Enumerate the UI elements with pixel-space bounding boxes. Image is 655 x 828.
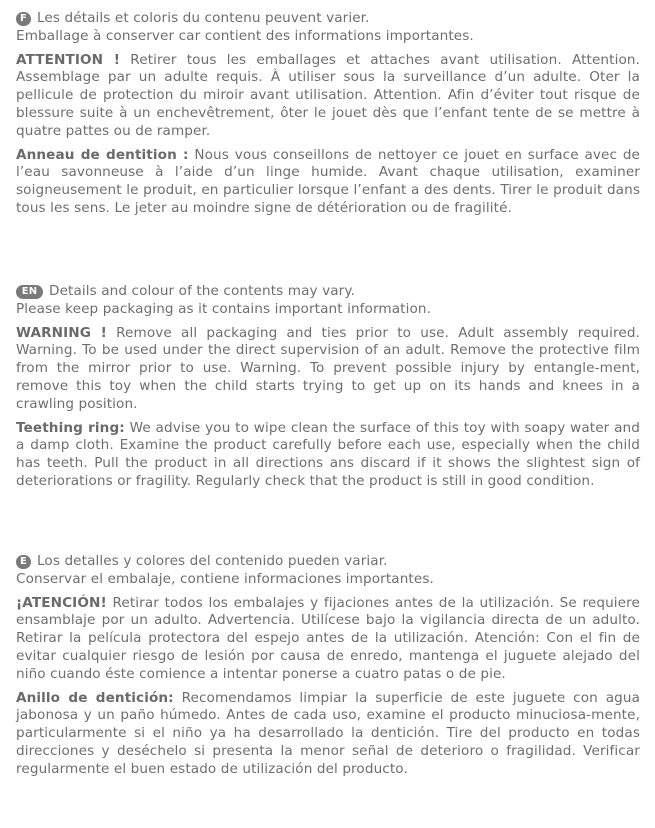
- french-teething-label: Anneau de dentition :: [16, 146, 189, 163]
- spanish-teething-label: Anillo de dentición:: [16, 689, 174, 706]
- english-intro-line1: Details and colour of the contents may vary.: [49, 283, 355, 299]
- spanish-warning-text: Retirar todos los embalajes y fijaciones antes de la utilización. Se requiere ensamblaje por un adulto. Advertencia. Utilícese bajo la vigilancia directa de un adulto. Retirar la película protectora del espejo antes de la utilización. Atención: Con el fin de evitar cualquier riesgo de lesión por causa de enredo, mantenga el juguete alejado del niño cuando éste comience a intentar ponerse a cuatro patas o de pie.: [16, 594, 640, 682]
- french-teething: [16, 147, 640, 218]
- language-badge-en: EN: [16, 285, 43, 299]
- french-intro-line2: Emballage à conserver car contient des informations importantes.: [16, 27, 474, 44]
- spanish-warning-label: ¡ATENCIÓN!: [16, 594, 107, 611]
- french-intro: [16, 10, 640, 46]
- spanish-intro-line2: Conservar el embalaje, contiene informaciones importantes.: [16, 570, 434, 587]
- language-badge-fr: F: [16, 12, 31, 26]
- english-teething: [16, 420, 640, 491]
- spanish-intro: [16, 553, 640, 589]
- spanish-warning: [16, 595, 640, 684]
- english-section: [16, 283, 640, 491]
- spanish-section: [16, 553, 640, 779]
- french-warning-label: ATTENTION !: [16, 51, 121, 68]
- english-warning-label: WARNING !: [16, 324, 107, 341]
- language-badge-es: E: [16, 555, 31, 569]
- french-warning: [16, 52, 640, 141]
- spanish-teething: [16, 690, 640, 779]
- english-teething-label: Teething ring:: [16, 419, 125, 436]
- french-section: [16, 10, 640, 218]
- spanish-intro-line1: Los detalles y colores del contenido pueden variar.: [37, 553, 388, 569]
- english-intro-line2: Please keep packaging as it contains important information.: [16, 300, 432, 317]
- french-teething-text: Nous vous conseillons de nettoyer ce jouet en surface avec de l’eau savonneuse à l’aide d’un linge humide. Avant chaque utilisation, examiner soigneusement le produit, en particulier lorsque l’enfant a des dents. Tirer le produit dans tous les sens. Le jeter au moindre signe de détérioration ou de fragilité.: [16, 146, 641, 216]
- english-teething-text: We advise you to wipe clean the surface of this toy with soapy water and a damp cloth. Examine the product carefully before each use, especially when the child has teeth. Pull the product in all directions ans discard if it shows the slightest sign of deteriorations or fragility. Regularly check that the product is still in good condition.: [16, 419, 640, 489]
- spanish-teething-text: Recomendamos limpiar la superficie de este juguete con agua jabonosa y un paño húmedo. Antes de cada uso, examine el producto minuciosa-mente, particularmente si el niño ya ha desarrollado la dentición. Tire del producto en todas direcciones y deséchelo si presenta la menor señal de deterioro o fragilidad. Verificar regularmente el buen estado de utilización del producto.: [16, 689, 641, 777]
- french-intro-line1: Les détails et coloris du contenu peuvent varier.: [37, 10, 370, 26]
- english-warning-text: Remove all packaging and ties prior to use. Adult assembly required. Warning. To be used under the direct supervision of an adult. Remove the protective film from the mirror prior to use. Warning. To prevent possible injury by entangle-ment, remove this toy when the child starts trying to get up on its hands and knees in a crawling position.: [16, 324, 640, 412]
- english-warning: [16, 325, 640, 414]
- french-warning-text: Retirer tous les emballages et attaches avant utilisation. Attention. Assemblage par un adulte requis. À utiliser sous la surveillance d’un adulte. Oter la pellicule de protection du miroir avant utilisation. Attention. Afin d’éviter tout risque de blessure suite à un enchevêtrement, ôter le jouet dès que l’enfant tente de se mettre à quatre pattes ou de ramper.: [16, 51, 641, 139]
- english-intro: [16, 283, 640, 319]
